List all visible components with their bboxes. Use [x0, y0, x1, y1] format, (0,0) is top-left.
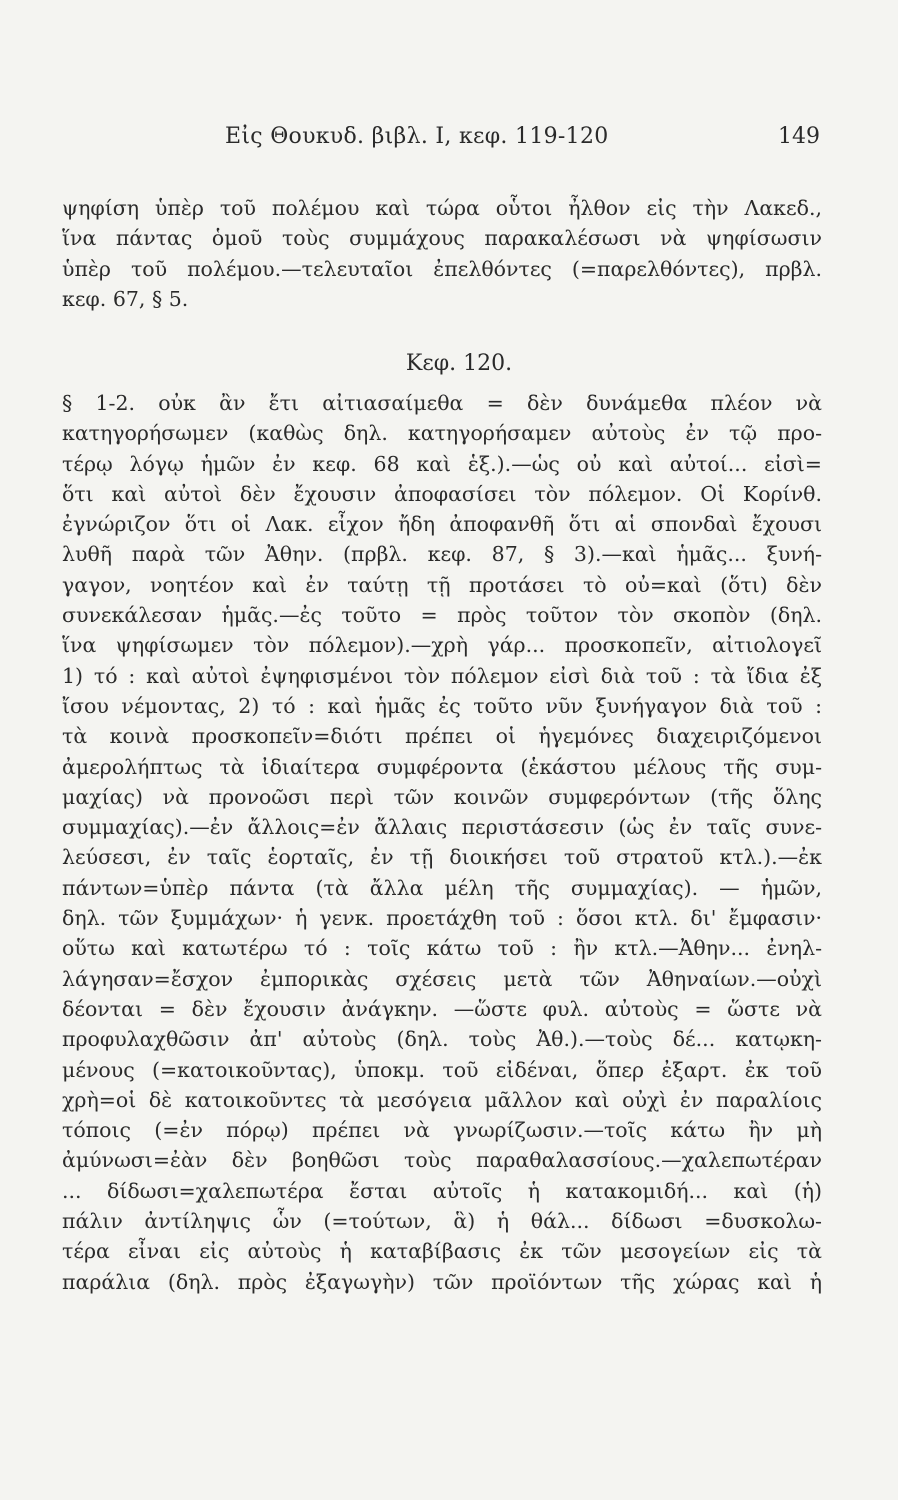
- text-line: πάλιν ἀντίληψις ὧν (=τούτων, ἃ) ἡ θάλ... δίδωσι =δυσκολω-: [62, 1209, 822, 1234]
- text-line: γαγον, νοητέον καὶ ἐν ταύτῃ τῇ προτάσει τὸ οὐ=καὶ (ὅτι) δὲν: [62, 572, 822, 597]
- text-line: μαχίας) νὰ προνοῶσι περὶ τῶν κοινῶν συμφερόντων (τῆς ὅλης: [62, 784, 822, 809]
- text-line: ψηφίση ὑπὲρ τοῦ πολέμου καὶ τώρα οὗτοι ἦλθον εἰς τὴν Λακεδ.,: [62, 196, 822, 220]
- text-line: κατηγορήσωμεν (καθὼς δηλ. κατηγορήσαμεν αὐτοὺς ἐν τῷ προ-: [62, 421, 822, 446]
- text-line: 1) τό : καὶ αὐτοὶ ἐψηφισμένοι τὸν πόλεμον εἰσὶ διὰ τοῦ : τὰ ἴδια ἐξ: [62, 663, 822, 688]
- text-line: ... δίδωσι=χαλεπωτέρα ἔσται αὐτοῖς ἡ κατακομιδή... καὶ (ἡ): [62, 1178, 822, 1203]
- text-line: λάγησαν=ἔσχον ἐμπορικὰς σχέσεις μετὰ τῶν Ἀθηναίων.—οὐχὶ: [62, 966, 822, 991]
- text-line: συμμαχίας).—ἐν ἄλλοις=ἐν ἄλλαις περιστάσεσιν (ὡς ἐν ταῖς συνε-: [62, 815, 822, 840]
- text-line: ἀμερολήπτως τὰ ἰδιαίτερα συμφέροντα (ἑκάστου μέλους τῆς συμ-: [62, 754, 822, 779]
- text-line: ὑπὲρ τοῦ πολέμου.—τελευταῖοι ἐπελθόντες (=παρελθόντες), πρβλ.: [62, 256, 822, 281]
- text-line: τὰ κοινὰ προσκοπεῖν=διότι πρέπει οἱ ἡγεμόνες διαχειριζόμενοι: [62, 724, 822, 749]
- text-line: οὕτω καὶ κατωτέρω τό : τοῖς κάτω τοῦ : ἢν κτλ.—Ἀθην... ἐνηλ-: [62, 936, 822, 961]
- text-line: τέρῳ λόγῳ ἡμῶν ἐν κεφ. 68 καὶ ἑξ.).—ὡς οὐ καὶ αὐτοί... εἰσὶ=: [62, 451, 822, 476]
- text-line: ἴσου νέμοντας, 2) τό : καὶ ἡμᾶς ἐς τοῦτο νῦν ξυνήγαγον διὰ τοῦ :: [62, 693, 822, 718]
- running-title: Εἰς Θουκυδ. βιβλ. Ι, κεφ. 119-120: [225, 124, 609, 149]
- running-header: [60, 124, 820, 154]
- text-line: δέονται = δὲν ἔχουσιν ἀνάγκην. —ὥστε φυλ. αὐτοὺς = ὥστε νὰ: [62, 996, 822, 1021]
- chapter-heading: Κεφ. 120.: [405, 351, 513, 376]
- text-line: προφυλαχθῶσιν ἀπ' αὐτοὺς (δηλ. τοὺς Ἀθ.).—τοὺς δέ... κατῳκη-: [62, 1027, 822, 1052]
- text-line: τέρα εἶναι εἰς αὐτοὺς ἡ καταβίβασις ἐκ τῶν μεσογείων εἰς τὰ: [62, 1239, 822, 1264]
- text-line: μένους (=κατοικοῦντας), ὑποκμ. τοῦ εἰδέναι, ὅπερ ἐξαρτ. ἐκ τοῦ: [62, 1057, 822, 1082]
- text-line: ἐγνώριζον ὅτι οἱ Λακ. εἶχον ἤδη ἀποφανθῆ ὅτι αἱ σπονδαὶ ἔχουσι: [62, 512, 822, 537]
- text-line: κεφ. 67, § 5.: [62, 286, 189, 311]
- text-line: τόποις (=ἐν πόρῳ) πρέπει νὰ γνωρίζωσιν.—τοῖς κάτω ἢν μὴ: [62, 1118, 822, 1143]
- text-line: χρὴ=οἱ δὲ κατοικοῦντες τὰ μεσόγεια μᾶλλον καὶ οὐχὶ ἐν παραλίοις: [62, 1087, 822, 1112]
- text-line: λεύσεσι, ἐν ταῖς ἑορταῖς, ἐν τῇ διοικήσει τοῦ στρατοῦ κτλ.).—ἐκ: [62, 845, 822, 870]
- text-line: λυθῆ παρὰ τῶν Ἀθην. (πρβλ. κεφ. 87, § 3).—καὶ ἡμᾶς... ξυνή-: [62, 542, 822, 567]
- page-number: 149: [778, 124, 820, 149]
- text-line: δηλ. τῶν ξυμμάχων· ἡ γενκ. προετάχθη τοῦ : ὅσοι κτλ. δι' ἔμφασιν·: [62, 906, 822, 931]
- commentary-body: [62, 388, 822, 1297]
- text-line: παράλια (δηλ. πρὸς ἐξαγωγὴν) τῶν προϊόντων τῆς χώρας καὶ ἡ: [62, 1269, 822, 1294]
- text-line: ἵνα ψηφίσωμεν τὸν πόλεμον).—χρὴ γάρ... προσκοπεῖν, αἰτιολογεῖ: [62, 633, 822, 658]
- text-line: ἀμύνωσι=ἐὰν δὲν βοηθῶσι τοὺς παραθαλασσίους.—χαλεπωτέραν: [62, 1148, 822, 1173]
- text-line: ὅτι καὶ αὐτοὶ δὲν ἔχουσιν ἀποφασίσει τὸν πόλεμον. Οἱ Κορίνθ.: [62, 481, 822, 506]
- text-line: συνεκάλεσαν ἡμᾶς.—ἐς τοῦτο = πρὸς τοῦτον τὸν σκοπὸν (δηλ.: [62, 603, 822, 628]
- text-line: ἵνα πάντας ὁμοῦ τοὺς συμμάχους παρακαλέσωσι νὰ ψηφίσωσιν: [62, 226, 822, 251]
- intro-paragraph: [62, 193, 822, 314]
- text-line: πάντων=ὑπὲρ πάντα (τὰ ἄλλα μέλη τῆς συμμαχίας). — ἡμῶν,: [62, 875, 822, 900]
- text-line: § 1-2. οὐκ ἂν ἔτι αἰτιασαίμεθα = δὲν δυνάμεθα πλέον νὰ: [62, 391, 822, 415]
